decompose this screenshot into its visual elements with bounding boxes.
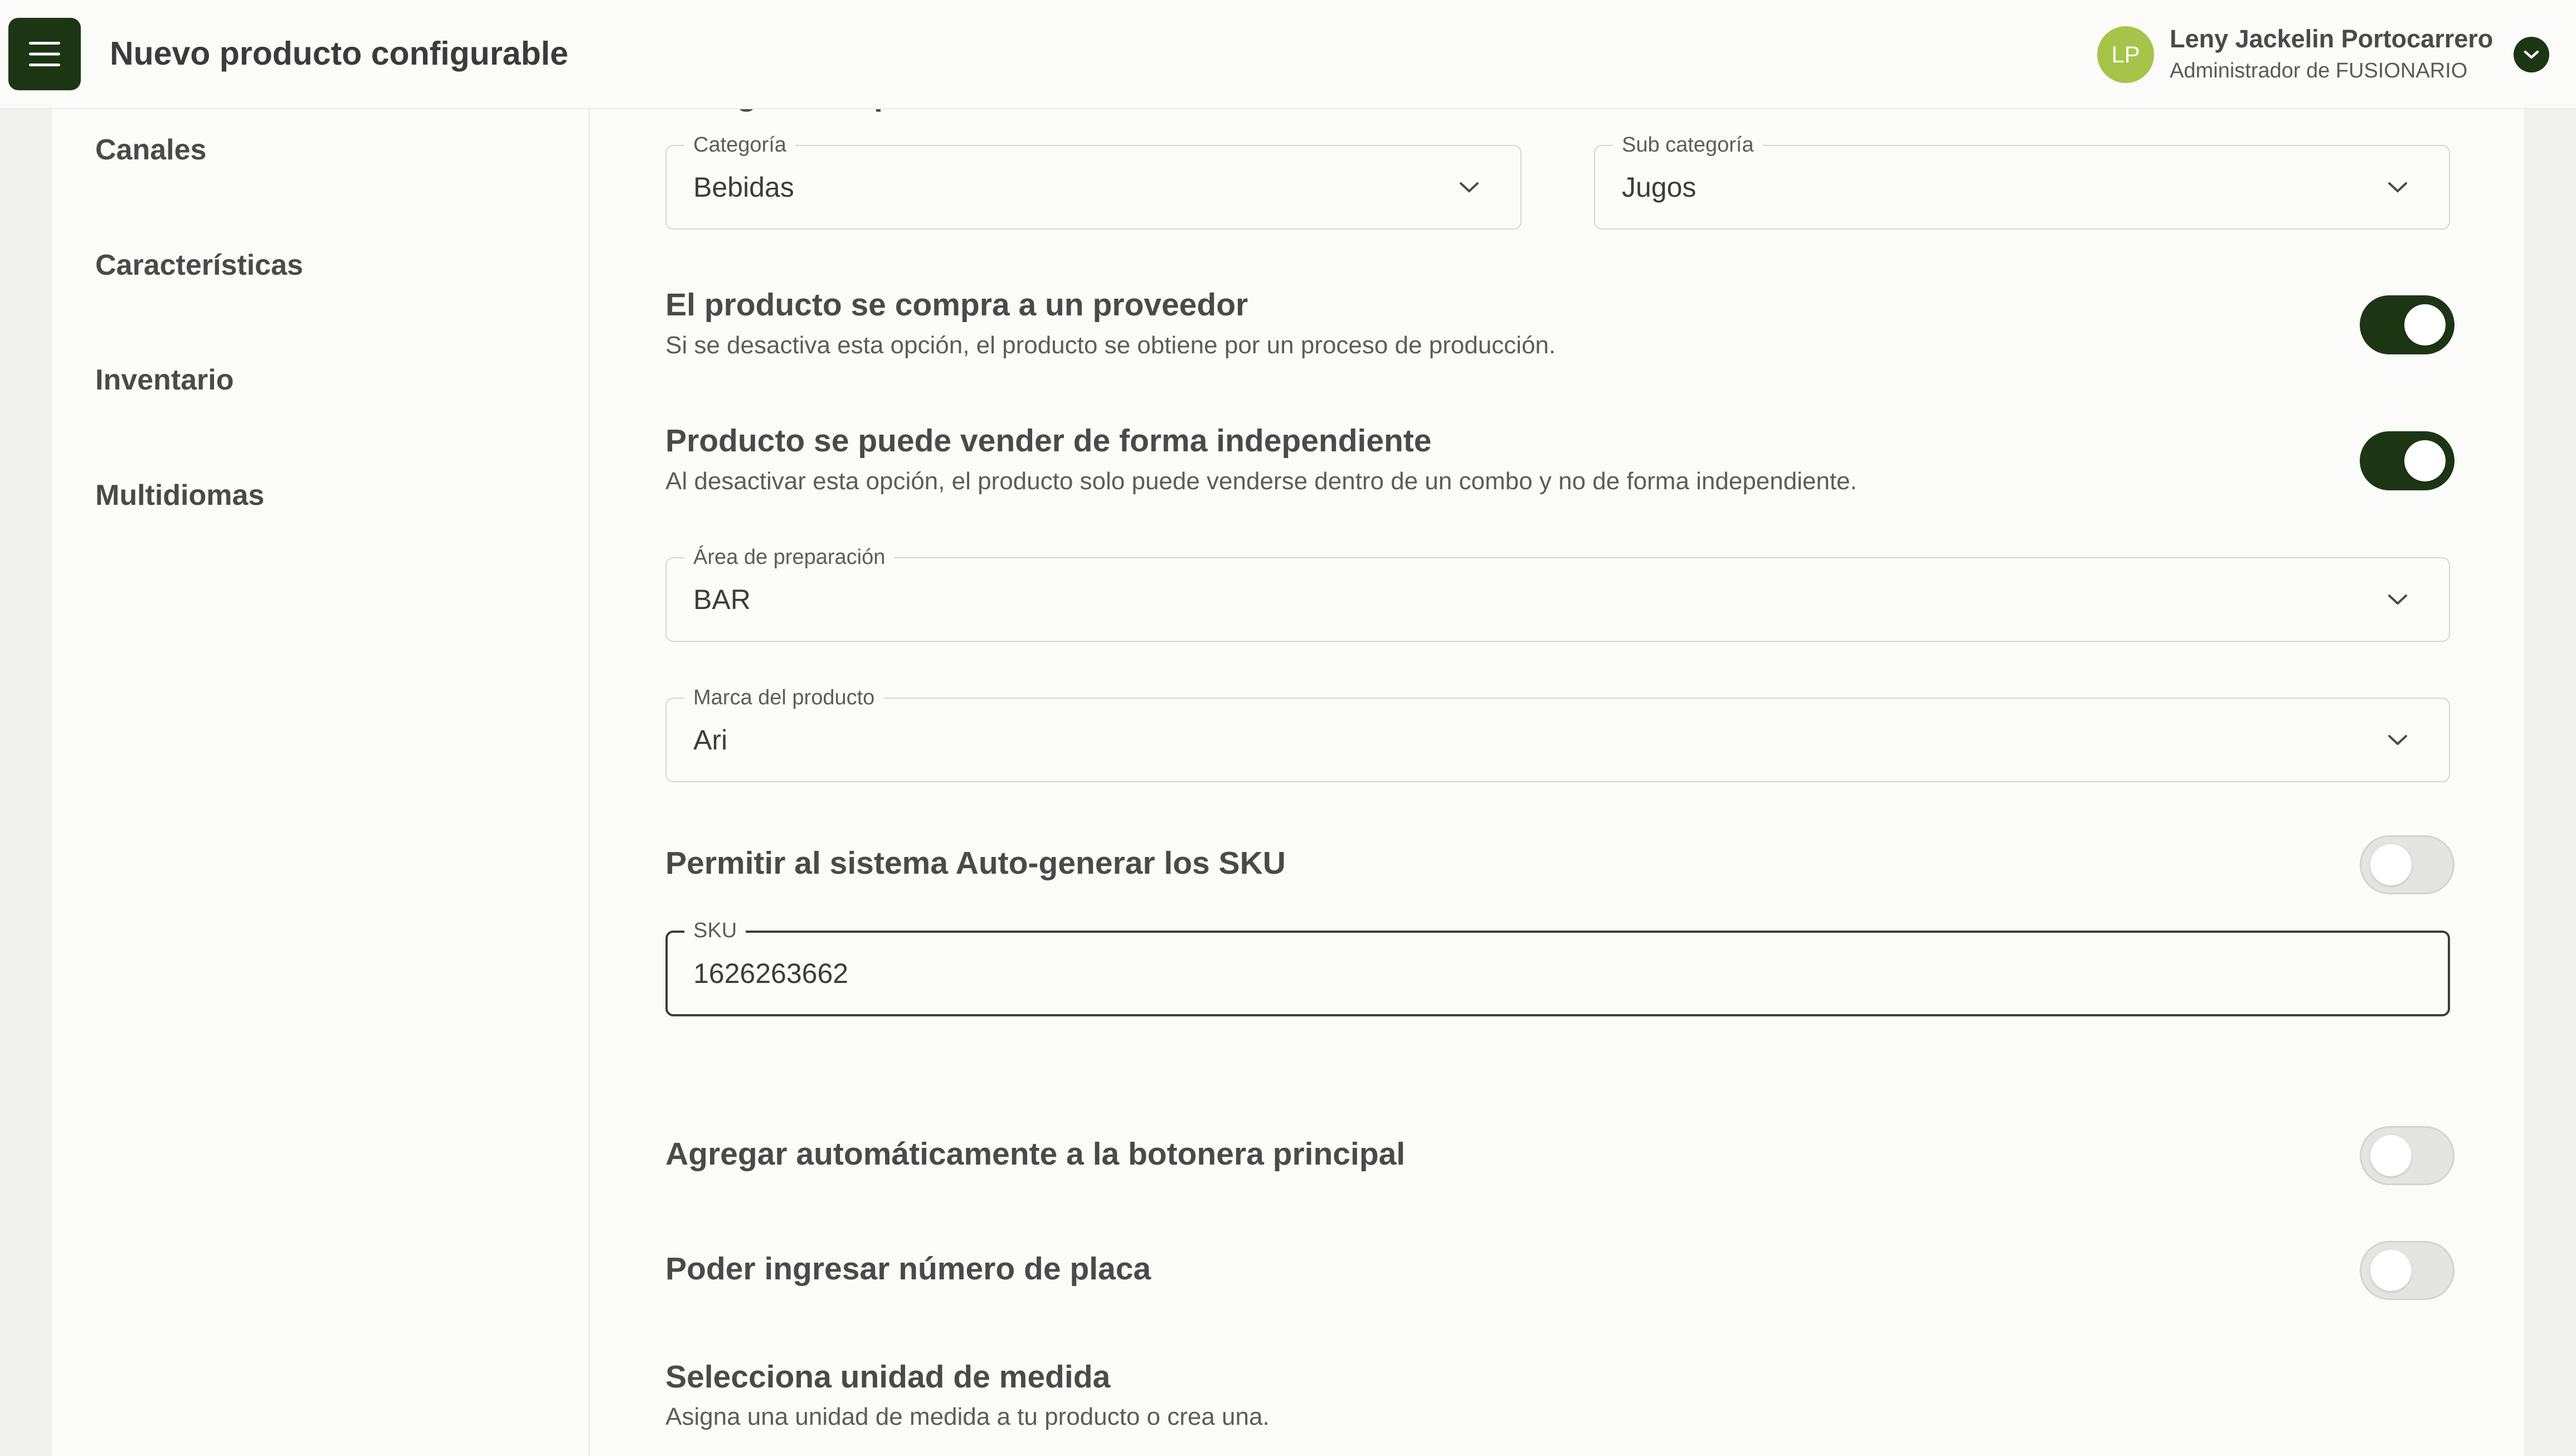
menu-button[interactable] — [8, 18, 81, 90]
top-bar — [0, 0, 2576, 109]
independent-option-title: Producto se puede vender de forma independiente — [665, 423, 1432, 459]
auto-sku-option-title: Permitir al sistema Auto-generar los SKU — [665, 845, 1286, 881]
toggle-knob — [2370, 844, 2412, 885]
brand-label: Marca del producto — [684, 685, 883, 710]
auto-sku-toggle[interactable] — [2360, 835, 2455, 894]
sku-value: 1626263662 — [693, 958, 849, 989]
category-label: Categoría — [684, 133, 795, 157]
sku-label: SKU — [684, 918, 746, 943]
product-form — [590, 108, 2524, 1456]
toggle-knob — [2370, 1135, 2412, 1176]
user-name: Leny Jackelin Portocarrero — [2170, 25, 2494, 53]
prep-area-value: BAR — [693, 584, 751, 615]
chevron-down-icon — [2523, 49, 2540, 60]
main-buttons-toggle[interactable] — [2360, 1126, 2455, 1185]
supplier-option-description: Si se desactiva esta opción, el producto se obtiene por un proceso de producción. — [665, 332, 1556, 359]
toggle-knob — [2370, 1250, 2412, 1291]
toggle-knob — [2404, 304, 2446, 345]
prep-area-select[interactable] — [665, 546, 2450, 642]
sidebar-item-caracteristicas[interactable]: Características — [95, 249, 303, 281]
brand-value: Ari — [693, 724, 728, 756]
avatar: LP — [2097, 26, 2154, 83]
toggle-knob — [2404, 440, 2446, 481]
chevron-down-icon — [1458, 179, 1480, 195]
user-menu-toggle[interactable] — [2514, 37, 2549, 72]
subcategory-label: Sub categoría — [1613, 133, 1763, 157]
chevron-down-icon — [2387, 179, 2409, 195]
brand-select[interactable] — [665, 686, 2450, 782]
sku-input[interactable] — [665, 919, 2450, 1016]
plate-toggle[interactable] — [2360, 1241, 2455, 1300]
user-role: Administrador de FUSIONARIO — [2170, 59, 2468, 82]
independent-toggle[interactable] — [2360, 431, 2455, 490]
plate-option-title: Poder ingresar número de placa — [665, 1251, 1151, 1287]
sidebar-item-multidiomas[interactable]: Multidiomas — [95, 479, 265, 512]
supplier-option-title: El producto se compra a un proveedor — [665, 287, 1248, 323]
unit-section-title: Selecciona unidad de medida — [665, 1359, 1111, 1395]
prep-area-label: Área de preparación — [684, 545, 894, 569]
hamburger-menu-icon — [28, 41, 61, 67]
supplier-toggle[interactable] — [2360, 295, 2455, 354]
page-title: Nuevo producto configurable — [110, 35, 568, 72]
category-value: Bebidas — [693, 172, 794, 203]
chevron-down-icon — [2387, 592, 2409, 607]
sidebar-nav — [52, 108, 590, 1456]
sidebar-item-inventario[interactable]: Inventario — [95, 364, 234, 396]
main-buttons-option-title: Agregar automáticamente a la botonera principal — [665, 1136, 1406, 1172]
chevron-down-icon — [2387, 732, 2409, 748]
subcategory-select[interactable] — [1594, 133, 2450, 230]
sidebar-item-canales[interactable]: Canales — [95, 134, 207, 166]
category-select[interactable] — [665, 133, 1522, 230]
subcategory-value: Jugos — [1622, 172, 1697, 203]
unit-section-description: Asigna una unidad de medida a tu producto o crea una. — [665, 1403, 1270, 1430]
independent-option-description: Al desactivar esta opción, el producto solo puede venderse dentro de un combo y no de forma independiente. — [665, 468, 1857, 495]
